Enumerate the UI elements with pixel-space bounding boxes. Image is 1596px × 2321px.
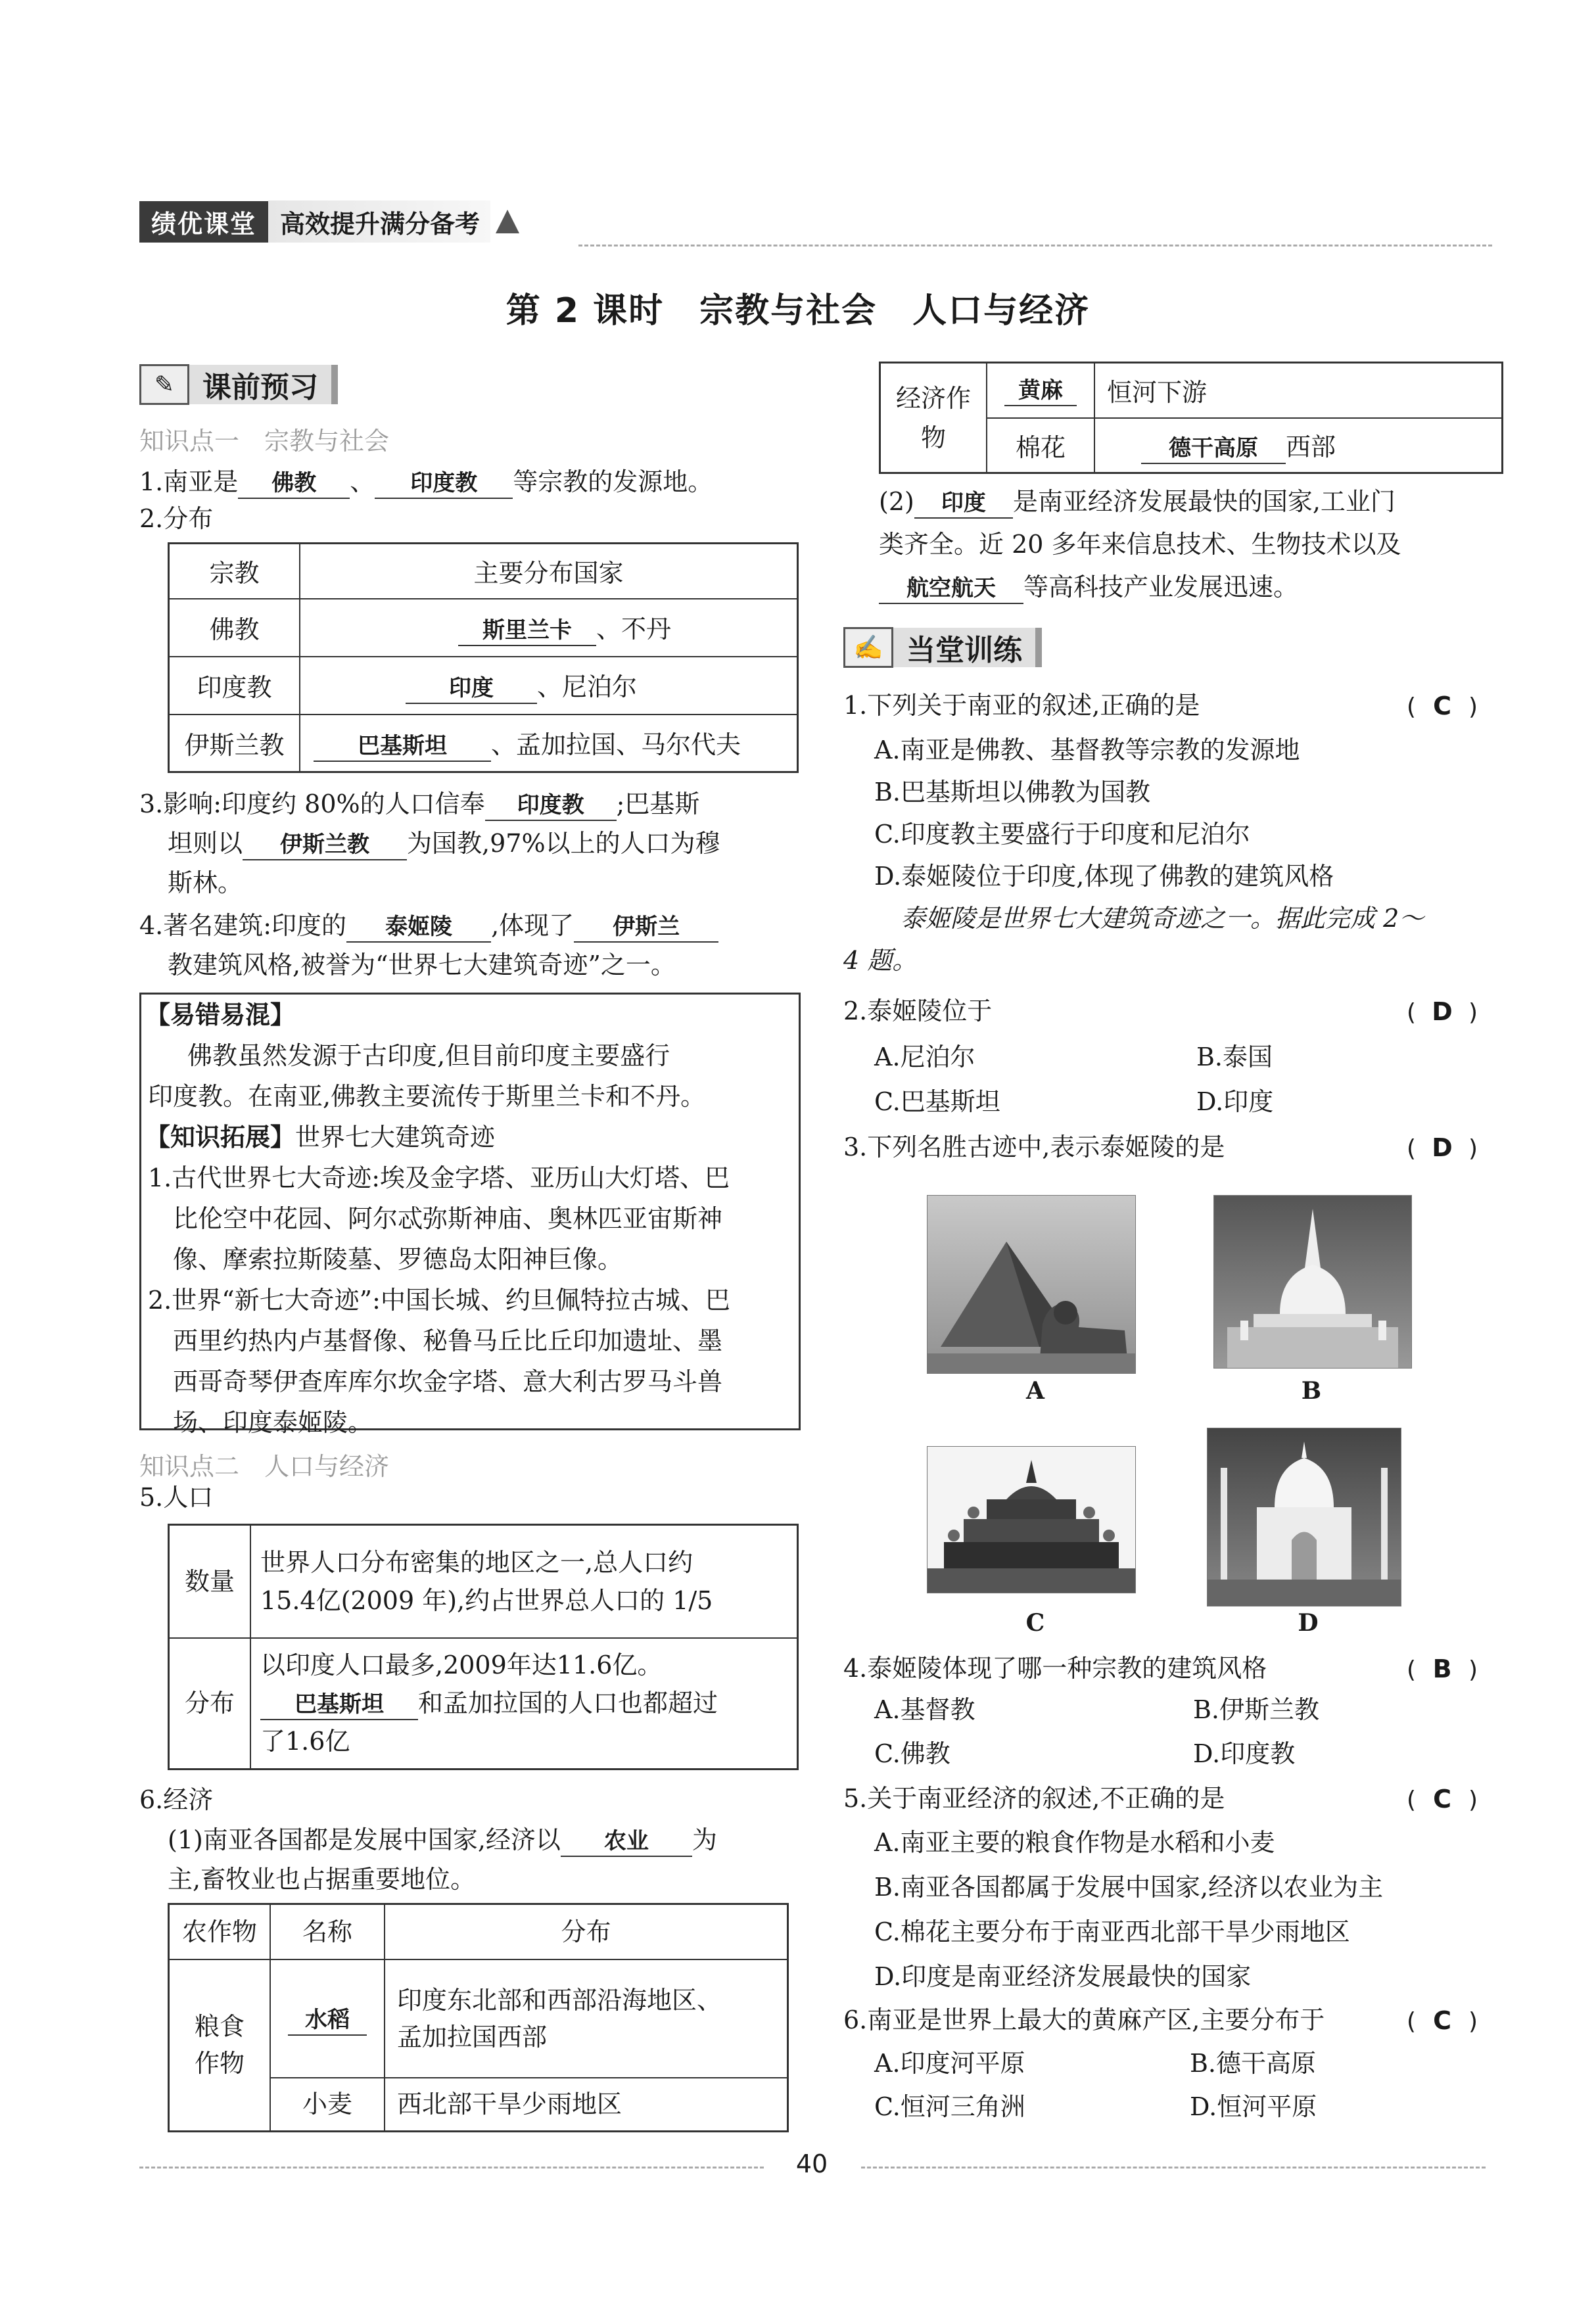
religion-name: 伊斯兰教: [169, 715, 300, 772]
practice-q1-answer: ( C ): [1407, 692, 1478, 720]
pop-text: 以印度人口最多,2009年达11.6亿。: [260, 1651, 663, 1680]
lesson-title: 第 2 课时 宗教与社会 人口与经济: [505, 291, 1091, 331]
q1-answer-1: 佛教: [238, 469, 350, 499]
passage: 4 题。: [843, 946, 918, 975]
religion-answer: 印度: [406, 674, 537, 704]
triangle-icon: [496, 210, 519, 233]
q6-2-text: 等高科技产业发展迅速。: [1023, 573, 1299, 601]
question-3-line1: [139, 782, 699, 826]
practice-q5-stem: 5.关于南亚经济的叙述,不正确的是: [843, 1784, 1225, 1813]
q6-1-line1: [168, 1818, 717, 1862]
footer-divider-right: [861, 2167, 1486, 2169]
practice-option: A.南亚是佛教、基督教等宗教的发源地: [874, 736, 1300, 764]
pop-text: 世界人口分布密集的地区之一,总人口约: [260, 1547, 693, 1577]
practice-q4-stem: 4.泰姬陵体现了哪一种宗教的建筑风格: [843, 1654, 1267, 1683]
photo-d-taj-mahal: [1207, 1428, 1401, 1606]
answer-letter: C: [1433, 692, 1451, 720]
crop-name-cell: [270, 1959, 385, 2078]
religion-rest: 、不丹: [596, 615, 672, 644]
crop-dist: 孟加拉国西部: [397, 2022, 548, 2051]
q6-2-text: 是南亚经济发展最快的国家,工业门: [1012, 487, 1396, 516]
question-4-line2: 教建筑风格,被誉为“世界七大建筑奇迹”之一。: [168, 950, 676, 979]
practice-option: A.南亚主要的粮食作物是水稻和小麦: [874, 1828, 1275, 1857]
practice-q2-stem: 2.泰姬陵位于: [843, 996, 993, 1025]
q6-2-text: (2): [879, 487, 914, 516]
religion-rest: 、孟加拉国、马尔代夫: [491, 730, 741, 759]
note-text: 印度教。在南亚,佛教主要流传于斯里兰卡和不丹。: [148, 1082, 706, 1111]
photo-label: D: [1298, 1609, 1319, 1637]
pop-answer: 巴基斯坦: [260, 1690, 418, 1720]
question-3-line2: [168, 822, 720, 865]
q3-answer-2: 伊斯兰教: [243, 830, 407, 860]
religion-answer: 斯里兰卡: [458, 616, 596, 646]
practice-option: D.泰姬陵位于印度,体现了佛教的建筑风格: [874, 862, 1334, 891]
answer-letter: D: [1432, 997, 1453, 1026]
crop-name: 小麦: [270, 2078, 385, 2132]
q6-1-answer: 农业: [561, 1827, 692, 1857]
q6-title: 6.经济: [139, 1785, 214, 1814]
photo-b-pagoda: [1213, 1195, 1412, 1369]
pop-rest: 和孟加拉国的人口也都超过: [418, 1689, 718, 1718]
answer-letter: B: [1432, 1654, 1452, 1683]
practice-option: B.泰国: [1196, 1043, 1273, 1071]
crop-group: 粮食作物: [169, 1959, 271, 2132]
note-item: 1.古代世界七大奇迹:埃及金字塔、亚历山大灯塔、巴: [148, 1163, 730, 1192]
q4-text: ,体现了: [491, 911, 575, 940]
crop-table-cash: [879, 362, 1503, 474]
q4-answer-1: 泰姬陵: [346, 912, 491, 943]
header-banner: [139, 200, 573, 243]
note-item: 像、摩索拉斯陵墓、罗德岛太阳神巨像。: [173, 1245, 623, 1274]
q6-2-line2: 类齐全。近 20 多年来信息技术、生物技术以及: [879, 530, 1401, 559]
practice-option: D.恒河平原: [1190, 2092, 1317, 2121]
note-tag-extend: [141, 1117, 799, 1158]
pop-text: 15.4亿(2009 年),约占世界总人口的 1/5: [260, 1585, 713, 1615]
crop-answer: 黄麻: [1004, 376, 1077, 406]
passage: 泰姬陵是世界七大建筑奇迹之一。据此完成 2～: [901, 904, 1424, 933]
practice-q1-stem: 1.下列关于南亚的叙述,正确的是: [843, 691, 1200, 720]
q6-1-line2: 主,畜牧业也占据重要地位。: [168, 1865, 476, 1894]
note-box: [139, 993, 801, 1437]
practice-option: C.佛教: [874, 1739, 951, 1768]
answer-letter: C: [1433, 1785, 1451, 1814]
religion-rest: 、尼泊尔: [537, 672, 638, 701]
kp2-title: 知识点二 人口与经济: [139, 1452, 390, 1481]
photo-a-pyramid: [927, 1195, 1136, 1374]
practice-option: B.巴基斯坦以佛教为国教: [874, 778, 1151, 807]
pop-label: 分布: [169, 1638, 251, 1770]
crop-answer: 水稻: [288, 2005, 367, 2036]
practice-q6-answer: ( C ): [1407, 2006, 1478, 2035]
crop-header: 名称: [270, 1904, 385, 1959]
note-tag-confuse: 【易错易混】: [145, 1000, 296, 1029]
practice-q6-stem: 6.南亚是世界上最大的黄麻产区,主要分布于: [843, 2005, 1325, 2034]
practice-q4-answer: ( B ): [1407, 1654, 1478, 1683]
question-1: [139, 460, 713, 504]
q1-suffix: 等宗教的发源地。: [513, 467, 713, 496]
crop-group: 经济作物: [880, 363, 987, 473]
note-tag-extend-rest: 世界七大建筑奇迹: [295, 1123, 496, 1152]
kp1-title: 知识点一 宗教与社会: [139, 427, 390, 456]
practice-q3-stem: 3.下列名胜古迹中,表示泰姬陵的是: [843, 1133, 1225, 1161]
q1-prefix: 1.南亚是: [139, 467, 239, 496]
q4-answer-2: 伊斯兰: [574, 912, 718, 943]
practice-option: B.南亚各国都属于发展中国家,经济以农业为主: [874, 1873, 1384, 1902]
crop-rest: 西部: [1286, 432, 1336, 461]
question-3-line3: 斯林。: [168, 868, 243, 897]
q4-text: 4.著名建筑:印度的: [139, 911, 347, 940]
practice-option: A.尼泊尔: [874, 1043, 975, 1071]
religion-countries: [300, 657, 798, 715]
pop-cell: [250, 1638, 798, 1770]
practice-option: B.伊斯兰教: [1193, 1695, 1320, 1724]
practice-option: A.基督教: [874, 1695, 975, 1724]
crop-header: 农作物: [169, 1904, 271, 1959]
note-text: 佛教虽然发源于古印度,但目前印度主要盛行: [187, 1041, 670, 1070]
q6-2-line3: [879, 565, 1298, 609]
crop-table-grain: [168, 1903, 789, 2132]
page-number: 40: [795, 2149, 828, 2178]
photo-label: B: [1301, 1377, 1322, 1405]
crop-dist-cell: [1094, 418, 1503, 473]
answer-letter: C: [1433, 2006, 1451, 2035]
question-4-line1: [139, 904, 718, 947]
pencil-icon: ✎: [139, 364, 189, 405]
footer-divider-left: [139, 2167, 764, 2169]
q3-text: 3.影响:印度约 80%的人口信奉: [139, 789, 485, 818]
religion-name: 印度教: [169, 657, 300, 715]
pop-text-2: [260, 1684, 796, 1722]
practice-option: C.棉花主要分布于南亚西北部干旱少雨地区: [874, 1917, 1350, 1946]
note-tag-extend-label: 【知识拓展】: [145, 1123, 296, 1152]
notebook-icon: ✍: [843, 627, 893, 668]
practice-option: C.印度教主要盛行于印度和尼泊尔: [874, 820, 1250, 849]
brand-label: 绩优课堂: [139, 201, 268, 243]
crop-name-cell: [987, 363, 1094, 418]
note-item: 场、印度泰姬陵。: [173, 1408, 373, 1437]
crop-dist: 恒河下游: [1094, 363, 1503, 418]
practice-option: A.印度河平原: [874, 2049, 1025, 2078]
practice-option: D.印度是南亚经济发展最快的国家: [874, 1962, 1252, 1991]
q6-2-line1: [879, 480, 1396, 523]
crop-answer: 德干高原: [1141, 434, 1286, 464]
religion-name: 佛教: [169, 599, 300, 657]
pop-text: 了1.6亿: [260, 1727, 350, 1756]
crop-dist-cell: [385, 1959, 788, 2078]
photo-label: A: [1026, 1377, 1044, 1405]
note-item: 西哥奇琴伊查库库尔坎金字塔、意大利古罗马斗兽: [173, 1367, 723, 1396]
section-preview: [139, 362, 338, 408]
population-table: [168, 1524, 799, 1770]
practice-q2-answer: ( D ): [1407, 997, 1478, 1026]
practice-option: D.印度: [1196, 1087, 1274, 1116]
header-divider: [578, 245, 1492, 246]
pop-label: 数量: [169, 1525, 251, 1638]
crop-dist: 印度东北部和西部沿海地区、: [397, 1985, 722, 2015]
section-practice: [843, 624, 1042, 670]
q6-1-text: (1)南亚各国都是发展中国家,经济以: [168, 1825, 561, 1854]
q3-text: ;巴基斯: [616, 789, 700, 818]
crop-name: 棉花: [987, 418, 1094, 473]
religion-table-header-2: 主要分布国家: [300, 544, 798, 599]
q1-sep: 、: [350, 467, 375, 496]
practice-option: B.德干高原: [1190, 2049, 1317, 2078]
answer-letter: D: [1432, 1133, 1453, 1162]
practice-q3-answer: ( D ): [1407, 1133, 1478, 1162]
q6-2-answer-2: 航空航天: [879, 574, 1023, 604]
pop-cell: [250, 1525, 798, 1638]
crop-header: 分布: [385, 1904, 788, 1959]
religion-countries: [300, 599, 798, 657]
q1-answer-2: 印度教: [375, 469, 513, 499]
practice-q5-answer: ( C ): [1407, 1785, 1478, 1814]
q6-2-answer-1: 印度: [914, 488, 1013, 519]
photo-label: C: [1025, 1609, 1045, 1637]
section-preview-label: 课前预习: [189, 365, 338, 404]
q3-text: 坦则以: [168, 829, 243, 858]
practice-option: C.巴基斯坦: [874, 1087, 1000, 1116]
q3-answer-1: 印度教: [485, 791, 617, 821]
note-item: 西里约热内卢基督像、秘鲁马丘比丘印加遗址、墨: [173, 1326, 723, 1355]
religion-countries: [300, 715, 798, 772]
religion-answer: 巴基斯坦: [314, 732, 491, 762]
photo-c-temple: [927, 1446, 1136, 1593]
practice-option: D.印度教: [1193, 1739, 1296, 1768]
q5-title: 5.人口: [139, 1483, 214, 1512]
note-item: 2.世界“新七大奇迹”:中国长城、约旦佩特拉古城、巴: [148, 1286, 730, 1315]
q3-text: 为国教,97%以上的人口为穆: [407, 829, 720, 858]
section-practice-label: 当堂训练: [893, 628, 1042, 667]
slogan: 高效提升满分备考: [268, 200, 490, 243]
note-item: 比伦空中花园、阿尔忒弥斯神庙、奥林匹亚宙斯神: [173, 1204, 723, 1233]
crop-dist: 西北部干旱少雨地区: [385, 2078, 788, 2132]
practice-option: C.恒河三角洲: [874, 2092, 1025, 2121]
q2-title: 2.分布: [139, 504, 214, 533]
religion-table: [168, 542, 799, 773]
q6-1-text: 为: [692, 1825, 717, 1854]
religion-table-header-1: 宗教: [169, 544, 300, 599]
